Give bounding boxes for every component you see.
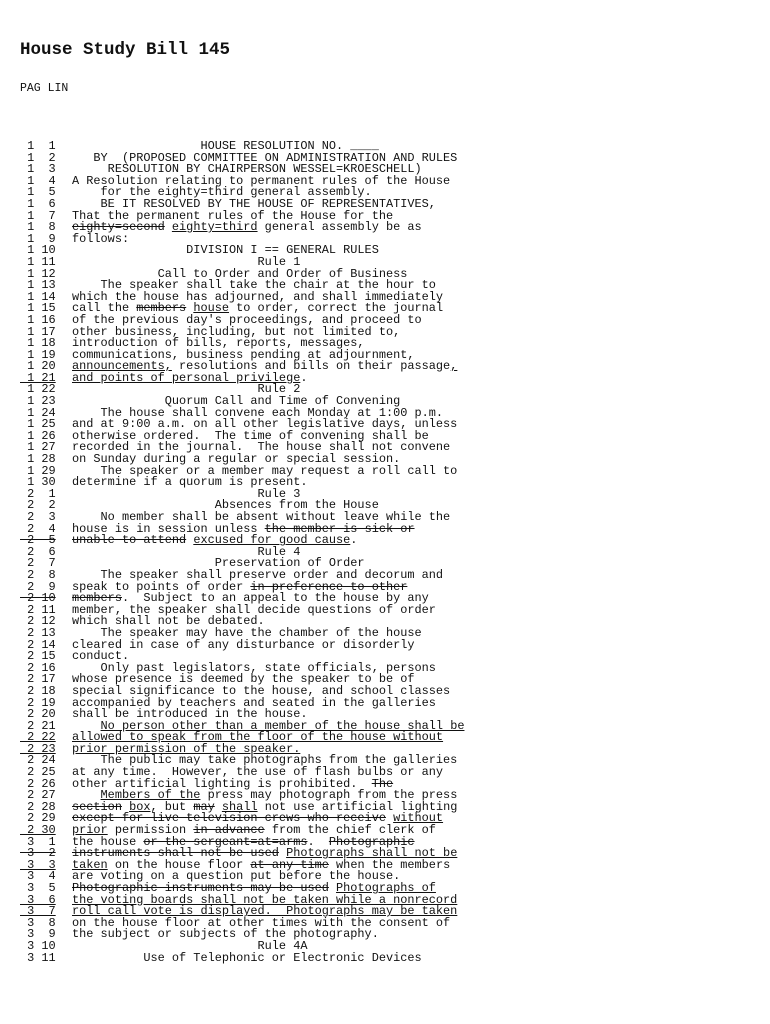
line-number: 1 17 xyxy=(20,324,56,339)
line-segment: . xyxy=(300,370,308,385)
line-segment: house is in session unless xyxy=(72,521,265,536)
inserted-text: excused for good cause xyxy=(193,533,351,548)
inserted-text: announcements, xyxy=(72,359,172,374)
line-segment: other artificial lighting is prohibited. xyxy=(72,776,372,791)
inserted-text: allowed to speak from the floor of the house without xyxy=(72,730,444,745)
line-segment: recorded in the journal. The house shall not convene xyxy=(72,440,451,455)
inserted-text: No person other than a member of the house shall be xyxy=(100,718,465,733)
line-segment: other business, including, but not limited to, xyxy=(72,324,401,339)
line-text xyxy=(72,950,422,965)
line-segment: No member shall be absent without leave while the xyxy=(72,510,451,524)
line-segment: The speaker may have the chamber of the house xyxy=(72,625,422,640)
line-number: 2 17 xyxy=(20,672,56,687)
line-segment: Rule 2 xyxy=(72,382,301,397)
line-number: 2 4 xyxy=(20,521,56,536)
line-number: 2 23 xyxy=(20,741,56,756)
line-segment xyxy=(165,220,172,234)
line-segment: Absences from the House xyxy=(72,498,379,513)
inserted-text: house xyxy=(193,301,230,316)
line-number: 2 27 xyxy=(20,788,56,803)
line-number: 2 29 xyxy=(20,811,56,826)
struck-text: instruments shall not be used xyxy=(72,846,279,861)
line-number: 3 10 xyxy=(20,938,56,953)
line-number: 2 21 xyxy=(20,718,56,733)
line-number: 1 16 xyxy=(20,312,56,327)
line-number: 2 1 xyxy=(20,486,56,501)
line-number: 2 25 xyxy=(20,765,56,780)
line-number: 2 19 xyxy=(20,695,56,710)
line-number: 1 14 xyxy=(20,289,56,304)
line-segment: The speaker shall preserve order and decorum and xyxy=(72,567,444,582)
line-number: 1 2 xyxy=(20,150,56,165)
inserted-text: box xyxy=(129,799,151,814)
bill-line xyxy=(20,222,760,234)
struck-text: the member is sick or xyxy=(264,521,415,536)
line-number: 1 1 xyxy=(20,139,56,153)
line-segment: shall be introduced in the house. xyxy=(72,707,308,722)
line-segment: Only past legislators, state officials, persons xyxy=(72,660,436,675)
struck-text: in advance xyxy=(193,823,265,838)
line-segment: and at 9:00 a.m. on all other legislative days, unless xyxy=(72,417,458,432)
line-number: 3 7 xyxy=(20,904,56,919)
line-segment: are voting on a question put before the house. xyxy=(72,869,401,884)
struck-text: Photographic instruments may be used xyxy=(72,881,329,895)
line-segment: general assembly be as xyxy=(257,220,422,235)
line-number: 1 20 xyxy=(20,359,56,374)
line-segment: A Resolution relating to permanent rules of the House xyxy=(72,173,451,188)
inserted-text: , xyxy=(450,359,458,374)
line-segment: Rule 4 xyxy=(72,544,301,559)
inserted-text: and points of personal privilege xyxy=(72,370,301,385)
line-number: 2 11 xyxy=(20,602,56,617)
inserted-text: prior xyxy=(72,823,108,838)
line-number: 2 24 xyxy=(20,753,56,768)
line-number: 1 30 xyxy=(20,475,56,490)
line-segment: of the previous day's proceedings, and proceed to xyxy=(72,312,422,327)
line-segment: . xyxy=(350,533,358,548)
inserted-text: Members of the xyxy=(100,788,201,803)
line-segment: conduct. xyxy=(72,649,130,664)
line-segment: introduction of bills, reports, messages, xyxy=(72,336,365,351)
line-number: 1 18 xyxy=(20,336,56,351)
line-number: 1 28 xyxy=(20,452,56,467)
line-number: 1 10 xyxy=(20,243,56,258)
line-segment: resolutions and bills on their passage xyxy=(171,359,451,374)
line-segment: for the eighty=third general assembly. xyxy=(72,185,372,200)
line-segment: from the chief clerk of xyxy=(264,823,436,838)
line-segment: Call to Order and Order of Business xyxy=(72,266,408,281)
line-number: 1 5 xyxy=(20,185,56,200)
line-number: 3 9 xyxy=(20,927,56,942)
line-segment: RESOLUTION BY CHAIRPERSON WESSEL=KROESCHELL) xyxy=(72,162,422,177)
bill-line xyxy=(20,637,760,652)
line-segment: BE IT RESOLVED BY THE HOUSE OF REPRESENTATIVES, xyxy=(72,196,436,211)
line-segment: at any time. However, the use of flash bulbs or any xyxy=(72,765,444,780)
line-number: 1 23 xyxy=(20,394,56,409)
line-segment: follows: xyxy=(72,231,130,246)
line-number: 3 5 xyxy=(20,881,56,895)
struck-text: may xyxy=(193,799,215,814)
line-number: 2 6 xyxy=(20,544,56,559)
line-number: 1 15 xyxy=(20,301,56,316)
bill-text xyxy=(20,141,760,964)
line-number: 1 19 xyxy=(20,347,56,362)
line-number: 2 3 xyxy=(20,510,56,524)
struck-text: members xyxy=(136,301,187,316)
struck-text: section xyxy=(72,799,122,814)
line-number: 3 8 xyxy=(20,915,56,930)
line-segment: The house shall convene each Monday at 1:00 p.m. xyxy=(72,405,444,420)
inserted-text: eighty=third xyxy=(171,220,258,235)
line-segment: That the permanent rules of the House for the xyxy=(72,208,394,223)
line-number: 2 26 xyxy=(20,776,56,791)
line-number: 1 6 xyxy=(20,196,56,211)
line-number: 2 18 xyxy=(20,683,56,698)
line-number: 3 4 xyxy=(20,869,56,884)
struck-text: members xyxy=(72,591,122,606)
line-number: 3 3 xyxy=(20,857,56,872)
line-number: 2 30 xyxy=(20,823,56,838)
line-number: 2 28 xyxy=(20,799,56,814)
line-number: 1 9 xyxy=(20,231,56,246)
line-number: 1 13 xyxy=(20,278,56,293)
line-segment: the subject or subjects of the photography. xyxy=(72,927,379,942)
line-number: 1 3 xyxy=(20,162,56,177)
line-segment: Rule 1 xyxy=(72,254,301,269)
line-number: 2 14 xyxy=(20,637,56,652)
line-segment: HOUSE RESOLUTION NO. ____ xyxy=(72,139,379,153)
line-segment: Use of Telephonic or Electronic Devices xyxy=(72,950,422,965)
inserted-text: Photographs shall not be xyxy=(286,846,458,861)
line-segment: otherwise ordered. The time of convening shall be xyxy=(72,428,429,443)
line-number: 1 25 xyxy=(20,417,56,432)
line-segment: member, the speaker shall decide questions of order xyxy=(72,602,436,617)
line-segment: on the house floor at other times with the consent of xyxy=(72,915,451,930)
line-number: 2 22 xyxy=(20,730,56,745)
line-number: 2 7 xyxy=(20,556,56,571)
line-segment: when the members xyxy=(328,857,451,872)
line-segment: cleared in case of any disturbance or disorderly xyxy=(72,637,415,652)
line-number: 1 26 xyxy=(20,428,56,443)
line-number: 1 11 xyxy=(20,254,56,269)
line-number: 1 29 xyxy=(20,463,56,478)
inserted-text: Photographs of xyxy=(336,881,436,895)
line-number: 1 7 xyxy=(20,208,56,223)
line-number: 3 2 xyxy=(20,846,56,861)
line-number: 1 22 xyxy=(20,382,56,397)
line-number: 2 15 xyxy=(20,649,56,664)
line-segment: press may photograph from the press xyxy=(200,788,458,803)
line-number: 2 9 xyxy=(20,579,56,594)
line-segment: BY (PROPOSED COMMITTEE ON ADMINISTRATION AND RULES xyxy=(72,150,458,165)
line-number: 2 16 xyxy=(20,660,56,675)
struck-text: The xyxy=(371,776,394,791)
line-segment: on the house floor xyxy=(107,857,251,872)
inserted-text: the voting boards shall not be taken while a nonrecord xyxy=(72,892,458,907)
inserted-text: taken xyxy=(72,857,108,872)
bill-line xyxy=(20,950,760,965)
line-segment: which shall not be debated. xyxy=(72,614,265,629)
line-number: 2 12 xyxy=(20,614,56,629)
line-segment: to order, correct the journal xyxy=(229,301,444,316)
line-number: 2 8 xyxy=(20,567,56,582)
struck-text: in preference to other xyxy=(250,579,408,594)
line-segment: Preservation of Order xyxy=(72,556,365,571)
line-segment: which the house has adjourned, and shall immediately xyxy=(72,289,444,304)
line-number: 2 13 xyxy=(20,625,56,640)
struck-text: except for live television crews who receive xyxy=(72,811,386,826)
line-segment: communications, business pending at adjournment, xyxy=(72,347,415,362)
line-number: 2 2 xyxy=(20,498,56,513)
line-number: 3 11 xyxy=(20,950,56,965)
page-line-header: PAG LIN xyxy=(20,82,69,95)
line-segment: Quorum Call and Time of Convening xyxy=(72,394,401,409)
line-segment: Rule 4A xyxy=(72,938,308,953)
line-number: 1 21 xyxy=(20,370,56,385)
struck-text: or the sergeant=at=arms xyxy=(143,834,308,849)
line-segment: The speaker shall take the chair at the hour to xyxy=(72,278,436,293)
struck-text: Photographic xyxy=(328,834,415,849)
struck-text: unable to attend xyxy=(72,533,187,548)
line-segment: The public may take photographs from the galleries xyxy=(72,753,458,768)
line-segment: special significance to the house, and school classes xyxy=(72,683,451,698)
line-segment: not use artificial lighting xyxy=(257,799,458,814)
line-segment: , but xyxy=(150,799,194,814)
line-segment: whose presence is deemed by the speaker to be of xyxy=(72,672,415,687)
line-number: 1 24 xyxy=(20,405,56,420)
line-number: 1 12 xyxy=(20,266,56,281)
inserted-text: shall xyxy=(221,799,258,814)
struck-text: eighty=second xyxy=(72,220,165,235)
line-segment: speak to points of order xyxy=(72,579,251,594)
inserted-text: roll call vote is displayed. Photographs may be taken xyxy=(72,904,458,919)
page-title: House Study Bill 145 xyxy=(20,40,231,60)
line-segment: The speaker or a member may request a roll call to xyxy=(72,463,458,478)
line-segment: . xyxy=(307,834,329,849)
line-segment: . Subject to an appeal to the house by any xyxy=(121,591,429,606)
inserted-text: without xyxy=(393,811,444,826)
struck-text: at any time xyxy=(250,857,329,872)
inserted-text: prior permission of the speaker. xyxy=(72,741,301,756)
line-number: 2 5 xyxy=(20,533,56,548)
line-segment: Rule 3 xyxy=(72,486,301,501)
line-number: 1 8 xyxy=(20,220,56,235)
line-segment: the house xyxy=(72,834,144,849)
line-number: 1 27 xyxy=(20,440,56,455)
line-segment: call the xyxy=(72,301,137,316)
line-number: 3 1 xyxy=(20,834,56,849)
line-number: 2 20 xyxy=(20,707,56,722)
line-segment: determine if a quorum is present. xyxy=(72,475,308,490)
line-number: 2 10 xyxy=(20,591,56,606)
line-segment: accompanied by teachers and seated in the galleries xyxy=(72,695,436,710)
line-number: 3 6 xyxy=(20,892,56,907)
line-segment: DIVISION I == GENERAL RULES xyxy=(72,243,379,258)
line-segment: on Sunday during a regular or special session. xyxy=(72,452,401,467)
line-number: 1 4 xyxy=(20,173,56,188)
line-segment: permission xyxy=(107,823,194,838)
